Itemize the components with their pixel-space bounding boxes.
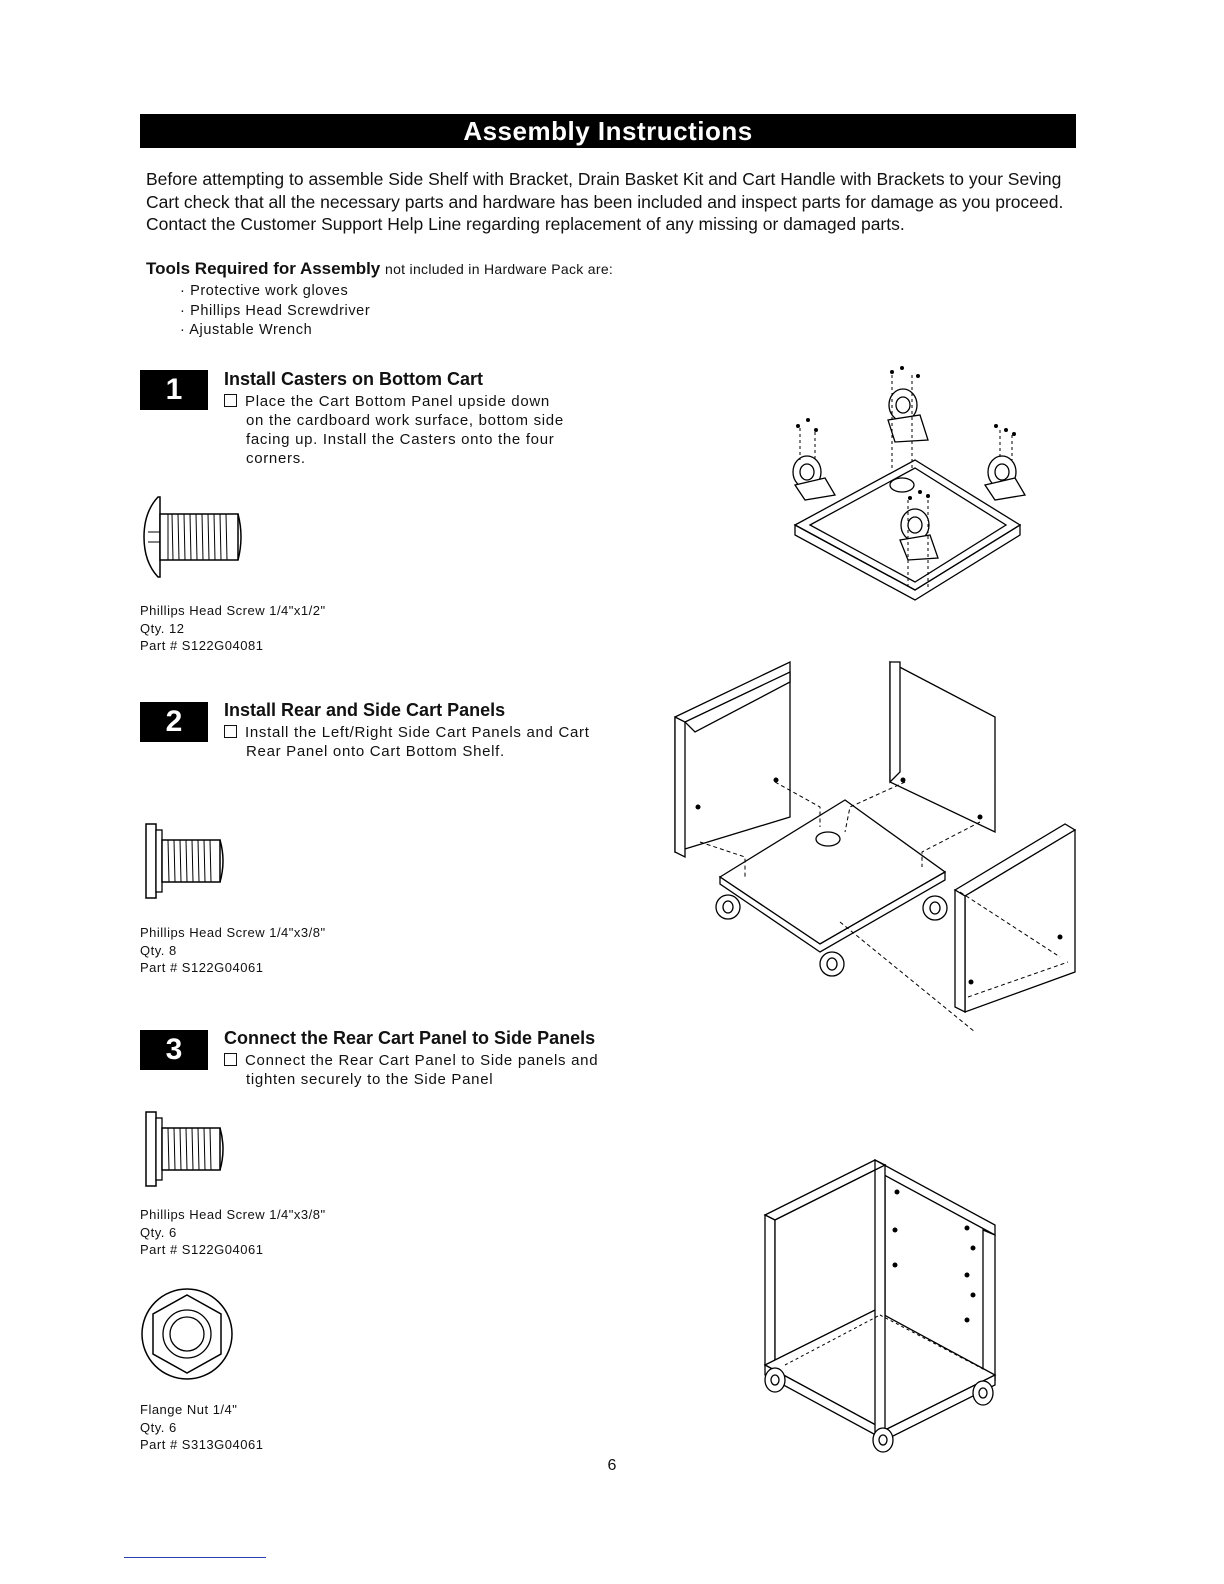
part-qty: Qty. 6 [140,1419,177,1435]
step-2-part-spec [140,924,326,977]
tools-list-item: · Phillips Head Screwdriver [180,302,370,322]
phillips-screw-short-icon [140,822,230,900]
flange-nut-spec [140,1401,263,1454]
tools-list-item: · Ajustable Wrench [180,321,370,341]
step-2-line: Rear Panel onto Cart Bottom Shelf. [246,743,505,760]
step-1-line: facing up. Install the Casters onto the four [246,431,555,448]
step-2-line: Install the Left/Right Side Cart Panels and Cart [245,724,590,741]
tools-list-item: · Protective work gloves [180,282,370,302]
part-qty: Qty. 12 [140,620,185,636]
rear-side-panels-diagram [660,652,1085,1047]
part-number: Part # S122G04061 [140,960,264,975]
part-name: Phillips Head Screw 1/4"x3/8" [140,1207,326,1222]
flange-nut-icon [138,1285,236,1383]
step-1-body [224,392,564,468]
footer-link-line [124,1557,266,1558]
step-1-line: Place the Cart Bottom Panel upside down [245,393,550,410]
phillips-screw-long-icon [140,492,250,582]
step-2-title: Install Rear and Side Cart Panels [224,700,506,720]
step-1-part-spec [140,602,326,655]
step-2-body [224,723,590,761]
section-banner: Assembly Instructions [140,114,1076,148]
step-1-title: Install Casters on Bottom Cart [224,369,484,389]
part-qty: Qty. 8 [140,942,177,958]
step-3-line: tighten securely to the Side Panel [246,1071,494,1088]
tools-heading [146,259,613,279]
step-3-title: Connect the Rear Cart Panel to Side Panels [224,1028,596,1048]
part-qty: Qty. 6 [140,1224,177,1240]
checkbox-icon [224,394,237,407]
step-3-body [224,1051,598,1089]
part-name: Phillips Head Screw 1/4"x1/2" [140,603,326,618]
checkbox-icon [224,725,237,738]
tools-list [180,282,370,341]
step-1-line: corners. [246,450,306,467]
part-number: Part # S313G04061 [140,1437,264,1452]
assembled-cart-diagram [755,1150,1010,1460]
checkbox-icon [224,1053,237,1066]
part-name: Flange Nut 1/4" [140,1402,238,1417]
step-3-line: Connect the Rear Cart Panel to Side panels and [245,1052,599,1069]
part-name: Phillips Head Screw 1/4"x3/8" [140,925,326,940]
part-number: Part # S122G04061 [140,1242,264,1257]
step-1-line: on the cardboard work surface, bottom side [246,412,564,429]
bottom-cart-casters-diagram [780,360,1040,610]
intro-paragraph: Before attempting to assemble Side Shelf with Bracket, Drain Basket Kit and Cart Handle with Brackets to your Seving Cart check that all the necessary parts and hardware has been included and inspect parts for damage as you proceed. Contact the Customer Support Help Line regarding replacement of any missing or damaged parts. [146,169,1064,234]
step-3-part-spec [140,1206,326,1259]
phillips-screw-short-icon [140,1110,230,1188]
tools-heading-rest: not included in Hardware Pack are: [385,261,614,277]
part-number: Part # S122G04081 [140,638,264,653]
tools-heading-bold: Tools Required for Assembly [146,259,381,278]
step-1-number: 1 [140,370,208,410]
page-number: 6 [607,1457,617,1474]
step-3-number: 3 [140,1030,208,1070]
step-2-number: 2 [140,702,208,742]
